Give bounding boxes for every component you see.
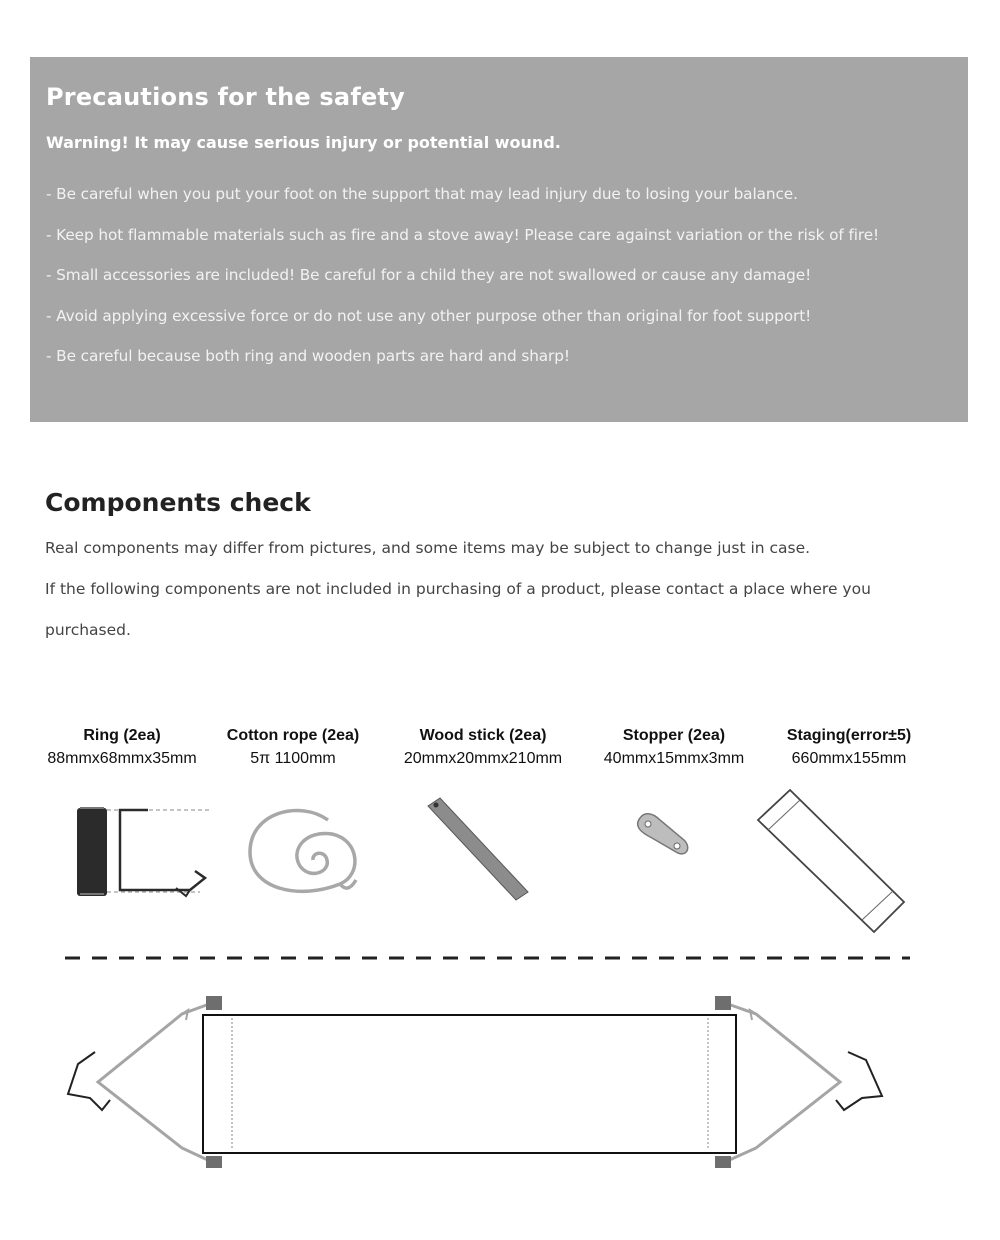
stopper-illustration bbox=[638, 814, 688, 854]
components-note: purchased. bbox=[45, 621, 131, 639]
part-name: Wood stick (2ea) bbox=[419, 727, 547, 744]
components-illustration bbox=[0, 780, 1000, 1240]
part-name: Stopper (2ea) bbox=[622, 727, 726, 744]
safety-list bbox=[46, 174, 879, 377]
safety-warning: Warning! It may cause serious injury or potential wound. bbox=[46, 133, 561, 152]
part-size: 20mmx20mmx210mm bbox=[403, 750, 563, 767]
part-size: 660mmx155mm bbox=[791, 750, 907, 767]
part-cotton-rope bbox=[227, 726, 359, 772]
part-staging bbox=[787, 726, 911, 772]
safety-item: - Be careful when you put your foot on the support that may lead injury due to losing your balance. bbox=[46, 185, 798, 203]
part-stopper bbox=[604, 726, 744, 772]
assembly-diagram bbox=[68, 996, 882, 1168]
safety-panel bbox=[30, 57, 968, 422]
safety-item: - Small accessories are included! Be careful for a child they are not swallowed or cause any damage! bbox=[46, 266, 812, 285]
parts-list bbox=[0, 726, 1000, 776]
components-title: Components check bbox=[45, 488, 311, 517]
part-wood-stick bbox=[404, 726, 562, 772]
safety-item: - Be careful because both ring and wooden parts are hard and sharp! bbox=[46, 347, 570, 366]
part-size: 88mmx68mmx35mm bbox=[47, 750, 197, 767]
rope-illustration bbox=[250, 810, 356, 891]
part-name: Cotton rope (2ea) bbox=[226, 727, 360, 744]
safety-item: - Keep hot flammable materials such as fire and a stove away! Please care against variation or the risk of fire! bbox=[46, 225, 880, 244]
part-size: 5π 1100mm bbox=[250, 750, 336, 767]
safety-title: Precautions for the safety bbox=[46, 83, 405, 111]
components-note: If the following components are not included in purchasing of a product, please contact a place where you bbox=[45, 580, 871, 598]
part-ring bbox=[47, 726, 196, 772]
part-name: Ring (2ea) bbox=[83, 727, 161, 744]
staging-illustration bbox=[758, 790, 904, 932]
safety-item: - Avoid applying excessive force or do not use any other purpose other than original for foot support! bbox=[46, 306, 812, 325]
wood-stick-illustration bbox=[428, 798, 528, 900]
part-name: Staging(error±5) bbox=[786, 727, 912, 744]
part-size: 40mmx15mmx3mm bbox=[603, 750, 745, 767]
ring-illustration bbox=[77, 808, 210, 896]
components-note: Real components may differ from pictures, and some items may be subject to change just in case. bbox=[45, 539, 811, 557]
